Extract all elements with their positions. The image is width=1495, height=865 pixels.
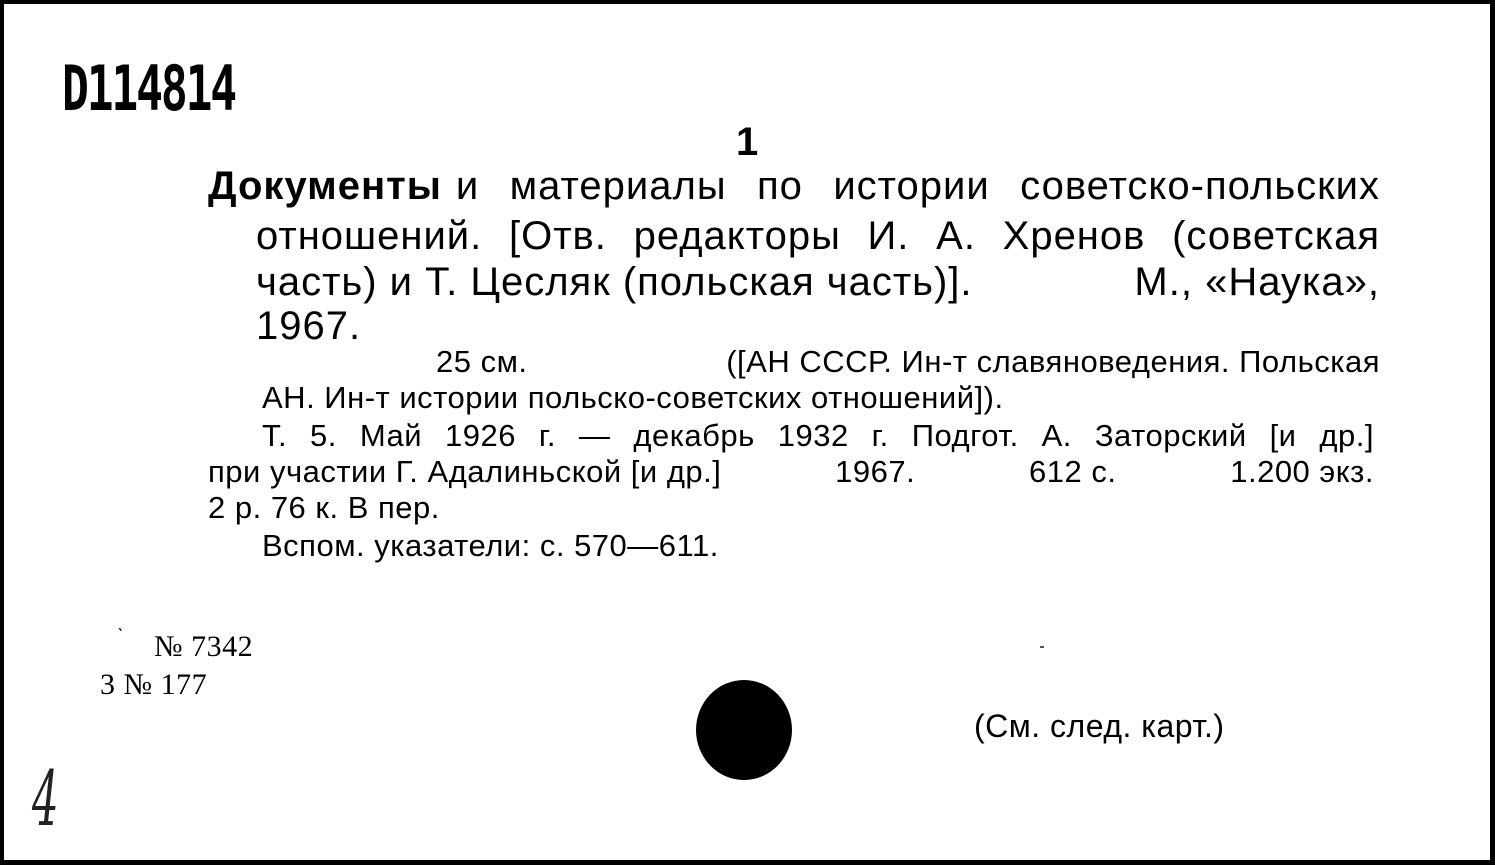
volume-copies: 1.200 экз. (1230, 454, 1374, 489)
volume-line-3: 2 р. 76 к. В пер. (208, 490, 440, 525)
handwritten-number: 4 (32, 754, 59, 843)
volume-contributors: при участии Г. Адалиньской [и др.] (208, 454, 722, 489)
collation-line-2: АН. Ин-т истории польско-советских отношений]). (262, 380, 1004, 415)
publisher: М., «Наука», (1134, 260, 1380, 304)
shelfmark: D114814 (62, 52, 236, 125)
heading-line-1-text: и материалы по истории советско-польских (455, 164, 1380, 208)
ink-speck (1040, 646, 1044, 648)
heading-line-1 (208, 164, 1380, 209)
heading-line-3-left: часть) и Т. Цесляк (польская часть)]. (256, 260, 973, 304)
volume-pages: 612 с. (1029, 454, 1117, 489)
volume-line-2 (208, 454, 1374, 490)
volume-year: 1967. (835, 454, 916, 489)
heading-line-4: 1967. (256, 304, 362, 348)
accession-number-2: 3 № 177 (100, 668, 208, 701)
continued-note: (См. след. карт.) (974, 708, 1225, 744)
heading-line-2: отношений. [Отв. редакторы И. А. Хренов (советская (256, 214, 1380, 258)
collation-line-1 (436, 344, 1380, 380)
card-number: 1 (736, 120, 759, 164)
punch-hole (696, 680, 792, 780)
accession-number-1: № 7342 (154, 630, 254, 663)
heading-line-3 (256, 260, 1380, 305)
index-note: Вспом. указатели: с. 570—611. (262, 528, 719, 563)
series-statement: ([АН СССР. Ин-т славяноведения. Польская (726, 344, 1380, 379)
volume-line-1: Т. 5. Май 1926 г. — декабрь 1932 г. Подгот. А. Заторский [и др.] (262, 418, 1374, 453)
title-bold: Документы (208, 164, 442, 208)
catalog-card (4, 4, 1490, 860)
tick-mark: ˋ (117, 626, 124, 648)
collation-size: 25 см. (436, 344, 528, 379)
